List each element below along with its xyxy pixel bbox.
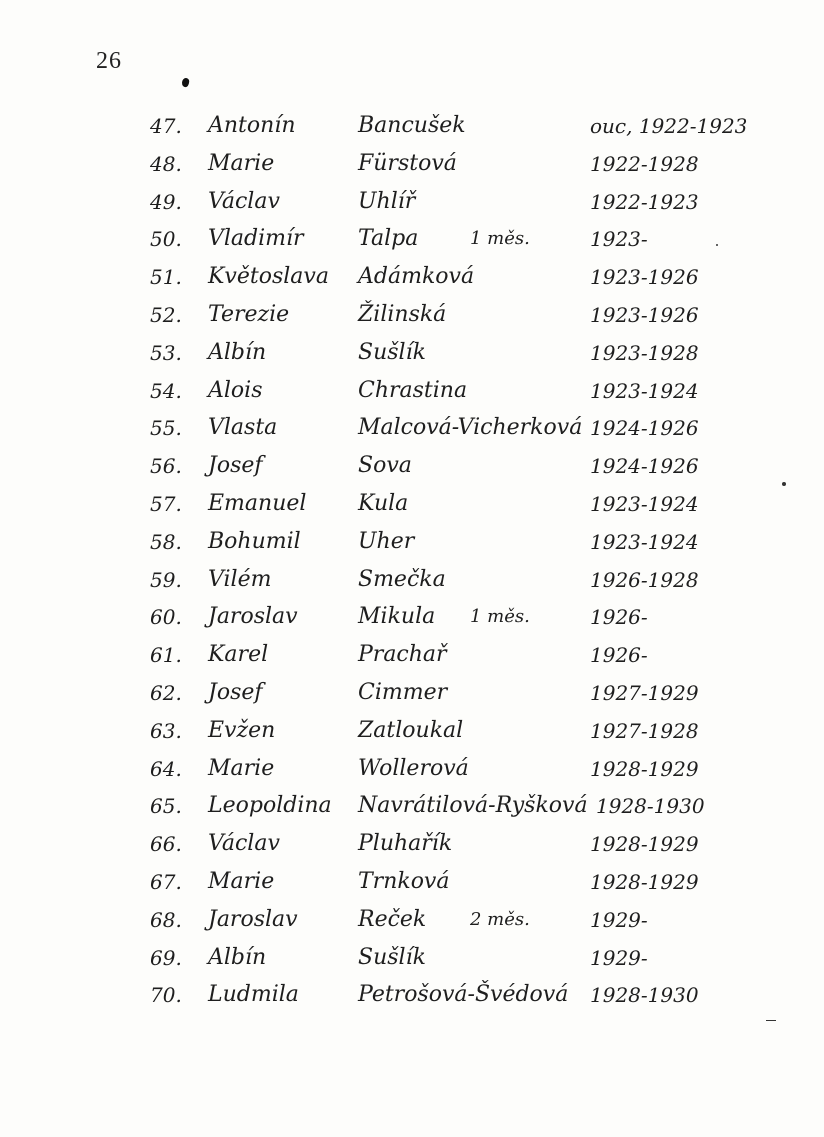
years: 1923-1928 bbox=[590, 340, 699, 365]
list-item bbox=[0, 448, 824, 484]
last-name: Pluhařík bbox=[358, 831, 453, 857]
years: 1928-1930 bbox=[596, 794, 705, 819]
first-name: Evžen bbox=[208, 717, 276, 743]
list-item bbox=[0, 826, 824, 862]
years: 1928-1929 bbox=[590, 756, 699, 781]
years: 1927-1928 bbox=[590, 718, 699, 743]
first-name: Jaroslav bbox=[208, 906, 298, 932]
last-name: Uhlíř bbox=[358, 188, 416, 214]
list-item bbox=[0, 486, 824, 522]
last-name: Navrátilová-Ryšková bbox=[358, 793, 588, 819]
entry-number: 60. bbox=[150, 605, 182, 630]
last-name: Cimmer bbox=[358, 680, 448, 705]
years: 1927-1929 bbox=[590, 681, 699, 705]
last-name: Reček bbox=[358, 906, 427, 932]
first-name: Albín bbox=[208, 339, 267, 365]
list-item bbox=[0, 788, 824, 824]
first-name: Albín bbox=[208, 944, 267, 970]
years: 1928-1929 bbox=[590, 832, 699, 857]
first-name: Vilém bbox=[208, 566, 272, 592]
duration-note: 1 měs. bbox=[470, 606, 530, 628]
entry-number: 53. bbox=[150, 340, 182, 365]
entry-number: 66. bbox=[150, 832, 182, 857]
first-name: Josef bbox=[208, 680, 263, 705]
list-item bbox=[0, 562, 824, 598]
first-name: Václav bbox=[208, 831, 280, 857]
duration-note: 1 měs. bbox=[470, 228, 530, 250]
last-name: Talpa bbox=[358, 226, 419, 252]
first-name: Josef bbox=[208, 453, 263, 479]
entry-number: 48. bbox=[150, 151, 182, 176]
last-name: Trnková bbox=[358, 869, 450, 894]
list-item bbox=[0, 221, 824, 257]
years: 1928-1930 bbox=[590, 983, 699, 1008]
last-name: Chrastina bbox=[358, 377, 468, 403]
list-item bbox=[0, 864, 824, 900]
list-item bbox=[0, 713, 824, 749]
entry-number: 65. bbox=[150, 794, 182, 819]
last-name: Kula bbox=[358, 491, 409, 516]
list-item bbox=[0, 751, 824, 787]
first-name: Květoslava bbox=[208, 264, 329, 290]
years: 1926- bbox=[590, 605, 648, 630]
entry-number: 52. bbox=[150, 303, 182, 327]
first-name: Leopoldina bbox=[208, 793, 332, 819]
last-name: Petrošová-Švédová bbox=[358, 982, 569, 1008]
list-item bbox=[0, 940, 824, 976]
page-number: 26 bbox=[96, 48, 122, 74]
years: 1922-1923 bbox=[590, 189, 699, 214]
years: 1924-1926 bbox=[590, 416, 699, 441]
last-name: Adámková bbox=[358, 264, 475, 290]
first-name: Marie bbox=[208, 869, 275, 894]
list-item bbox=[0, 297, 824, 333]
years: 1926- bbox=[590, 643, 648, 668]
first-name: Marie bbox=[208, 755, 275, 781]
entry-number: 67. bbox=[150, 870, 182, 894]
entry-number: 68. bbox=[150, 907, 182, 932]
first-name: Vladimír bbox=[208, 226, 304, 252]
duration-note: 2 měs. bbox=[470, 908, 530, 930]
entry-number: 55. bbox=[150, 416, 182, 441]
last-name: Sušlík bbox=[358, 944, 426, 970]
list-item bbox=[0, 524, 824, 560]
last-name: Uher bbox=[358, 528, 415, 554]
entry-number: 47. bbox=[150, 114, 182, 138]
entry-number: 59. bbox=[150, 567, 182, 592]
years: 1926-1928 bbox=[590, 567, 699, 592]
years: 1923-1926 bbox=[590, 303, 699, 327]
entry-number: 56. bbox=[150, 454, 182, 479]
list-item bbox=[0, 675, 824, 711]
entry-number: 69. bbox=[150, 945, 182, 970]
list-item bbox=[0, 335, 824, 371]
entry-number: 50. bbox=[150, 227, 182, 252]
first-name: Václav bbox=[208, 188, 280, 214]
entry-number: 51. bbox=[150, 265, 182, 290]
list-item bbox=[0, 902, 824, 938]
last-name: Sova bbox=[358, 453, 412, 479]
list-item bbox=[0, 637, 824, 673]
last-name: Prachař bbox=[358, 642, 447, 668]
first-name: Terezie bbox=[208, 302, 290, 327]
years: 1923-1924 bbox=[590, 492, 699, 516]
last-name: Sušlík bbox=[358, 339, 426, 365]
entry-number: 64. bbox=[150, 756, 182, 781]
years: 1929- bbox=[590, 907, 648, 932]
first-name: Bohumil bbox=[208, 528, 301, 554]
list-item bbox=[0, 108, 824, 144]
last-name: Wollerová bbox=[358, 755, 469, 781]
entry-number: 61. bbox=[150, 643, 182, 668]
years: 1922-1928 bbox=[590, 151, 699, 176]
years: 1923-1926 bbox=[590, 265, 699, 290]
entry-number: 49. bbox=[150, 189, 182, 214]
list-item bbox=[0, 977, 824, 1013]
years: 1923-1924 bbox=[590, 378, 699, 403]
last-name: Mikula bbox=[358, 604, 436, 630]
list-item bbox=[0, 410, 824, 446]
first-name: Antonín bbox=[208, 113, 296, 138]
entry-number: 57. bbox=[150, 492, 182, 516]
list-item bbox=[0, 373, 824, 409]
first-name: Ludmila bbox=[208, 982, 299, 1008]
last-name: Žilinská bbox=[358, 302, 447, 327]
years: 1924-1926 bbox=[590, 454, 699, 479]
years: 1923- bbox=[590, 227, 648, 252]
list-item bbox=[0, 259, 824, 295]
entry-number: 63. bbox=[150, 718, 182, 743]
last-name: Zatloukal bbox=[358, 717, 464, 743]
first-name: Marie bbox=[208, 150, 275, 176]
entry-number: 54. bbox=[150, 378, 182, 403]
last-name: Fürstová bbox=[358, 150, 457, 176]
list-item bbox=[0, 599, 824, 635]
list-item bbox=[0, 184, 824, 220]
years: 1929- bbox=[590, 945, 648, 970]
first-name: Emanuel bbox=[208, 491, 307, 516]
first-name: Jaroslav bbox=[208, 604, 298, 630]
first-name: Vlasta bbox=[208, 415, 278, 441]
first-name: Alois bbox=[208, 377, 263, 403]
years: ouc, 1922-1923 bbox=[590, 114, 748, 138]
last-name: Malcová-Vicherková bbox=[358, 415, 583, 441]
entry-number: 70. bbox=[150, 983, 182, 1008]
years: 1923-1924 bbox=[590, 529, 699, 554]
last-name: Smečka bbox=[358, 566, 446, 592]
first-name: Karel bbox=[208, 642, 269, 668]
entry-number: 62. bbox=[150, 681, 182, 705]
list-item bbox=[0, 146, 824, 182]
last-name: Bancušek bbox=[358, 113, 466, 138]
entry-number: 58. bbox=[150, 529, 182, 554]
years: 1928-1929 bbox=[590, 870, 699, 894]
